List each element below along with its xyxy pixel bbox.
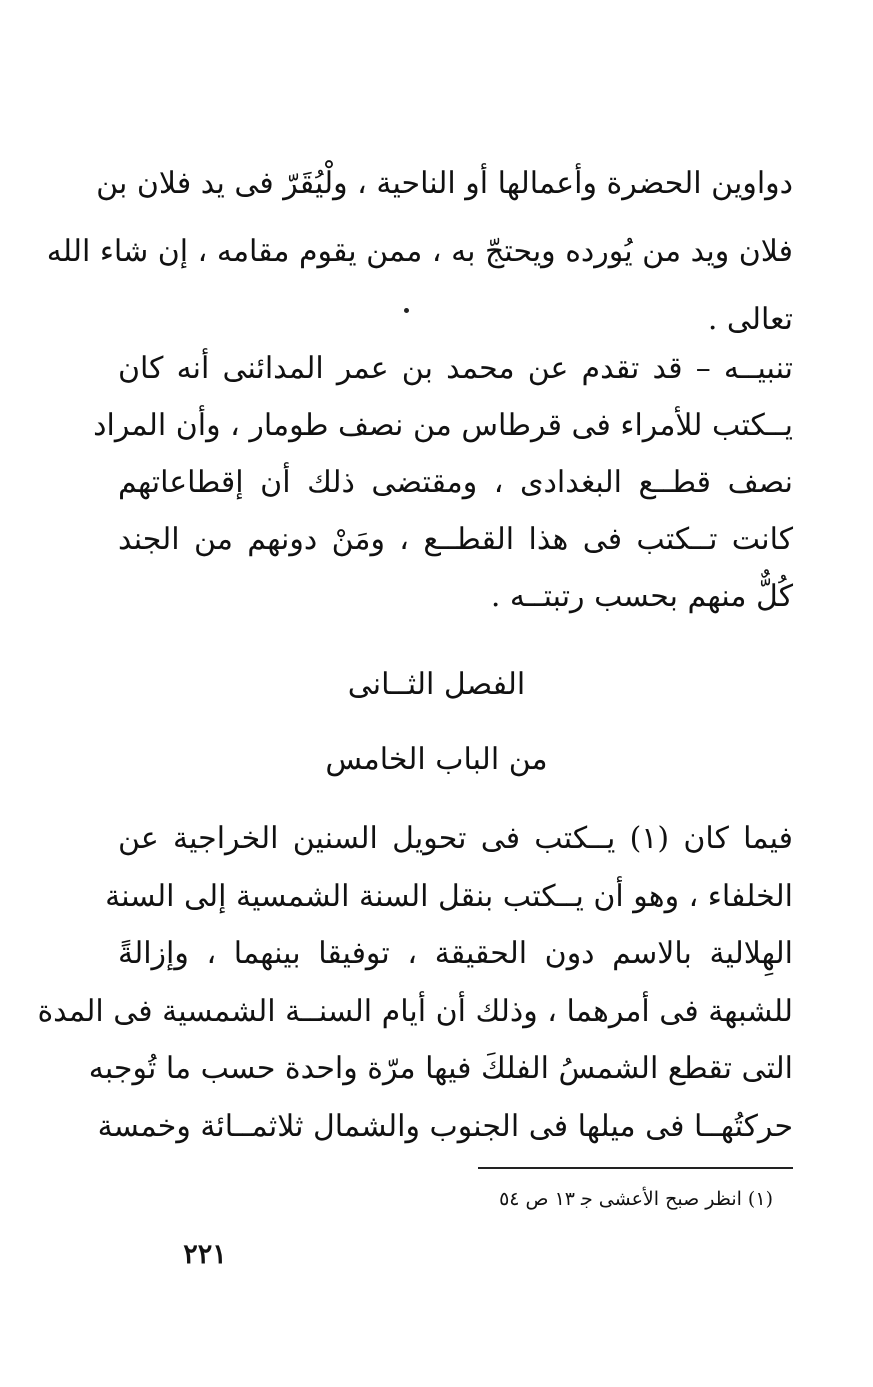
text-line: حركتُهــا فى ميلها فى الجنوب والشمال ثلاثمــائة وخمسة bbox=[97, 1108, 793, 1144]
text-line: تنبيــه – قد تقدم عن محمد بن عمر المدائنى أنه كان bbox=[118, 351, 793, 386]
footnote-divider bbox=[478, 1167, 793, 1169]
paragraph-3 bbox=[37, 810, 793, 1155]
text-line: تعالى . bbox=[707, 302, 793, 337]
text-line: الهِلالية بالاسم دون الحقيقة ، توفيقا بينهما ، وإزالةً bbox=[118, 936, 793, 971]
footnote: (١) انظر صبح الأعشى ﺟ ١٣ ص ٥٤ bbox=[499, 1188, 773, 1210]
section-title: الفصل الثــانى bbox=[347, 667, 526, 702]
paragraph-1 bbox=[46, 150, 793, 354]
text-line: فلان ويد من يُورده ويحتجّ به ، ممن يقوم مقامه ، إن شاء الله bbox=[46, 234, 793, 269]
text-line: الخلفاء ، وهو أن يــكتب بنقل السنة الشمسية إلى السنة bbox=[105, 878, 793, 914]
page-number: ٢٢١ bbox=[183, 1239, 227, 1270]
text-line: دواوين الحضرة وأعمالها أو الناحية ، ولْيُقَرّ فى يد فلان بن bbox=[96, 166, 793, 201]
text-line: يــكتب للأمراء فى قرطاس من نصف طومار ، وأن المراد bbox=[93, 408, 793, 443]
text-line: نصف قطــع البغدادى ، ومقتضى ذلك أن إقطاعاتهم bbox=[118, 465, 793, 500]
ink-dot bbox=[404, 308, 409, 313]
section-subtitle: من الباب الخامس bbox=[325, 742, 548, 777]
text-line: فيما كان (١) يــكتب فى تحويل السنين الخراجية عن bbox=[118, 821, 793, 856]
paragraph-2 bbox=[93, 340, 793, 625]
text-line: التى تقطع الشمسُ الفلكَ فيها مرّة واحدة حسب ما تُوجبه bbox=[88, 1051, 793, 1086]
text-line: كُلٌّ منهم بحسب رتبتــه . bbox=[490, 579, 793, 614]
text-line: كانت تــكتب فى هذا القطــع ، ومَنْ دونهم من الجند bbox=[118, 522, 793, 557]
text-line: للشبهة فى أمرهما ، وذلك أن أيام السنــة الشمسية فى المدة bbox=[37, 993, 793, 1029]
